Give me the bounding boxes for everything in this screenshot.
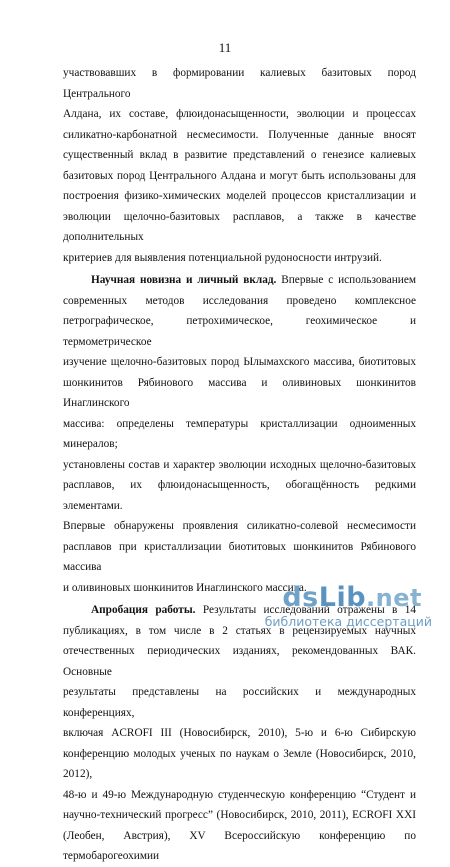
text-fragment: Впервые с использованием bbox=[276, 274, 416, 286]
text-line: изучение щелочно-базитовых пород Ылымахского массива, биотитовых bbox=[63, 356, 416, 368]
text-line: критериев для выявления потенциальной рудоносности интрузий. bbox=[63, 251, 382, 264]
text-line: Впервые обнаружены проявления силикатно-солевой несмесимости bbox=[63, 520, 416, 532]
text-fragment: Результаты исследований отражены в 14 bbox=[195, 604, 416, 616]
body-text bbox=[63, 63, 416, 867]
text-line bbox=[63, 270, 416, 291]
section-heading-approbation: Апробация работы. bbox=[91, 604, 196, 616]
text-line: и оливиновых шонкинитов Инаглинского массива. bbox=[63, 581, 307, 594]
text-line: массива: определены температуры кристаллизации одноименных минералов; bbox=[63, 417, 416, 450]
text-line: участвовавших в формировании калиевых базитовых пород Центрального bbox=[63, 67, 416, 100]
section-heading-novelty: Научная новизна и личный вклад. bbox=[91, 274, 277, 286]
text-line: расплавов при кристаллизации биотитовых шонкинитов Рябинового массива bbox=[63, 540, 416, 573]
dslib-caption: библиотека диссертаций bbox=[264, 614, 432, 629]
text-line: (Леобен, Австрия), XV Всероссийскую конференцию по термобарогеохимии bbox=[63, 829, 416, 862]
text-line: современных методов исследования проведено комплексное bbox=[63, 294, 416, 307]
text-line: базитовых пород Центрального Алдана и могут быть использованы для bbox=[63, 169, 416, 182]
paragraph-novelty bbox=[63, 270, 416, 598]
text-line: эволюции щелочно-базитовых расплавов, а также в качестве дополнительных bbox=[63, 210, 416, 243]
text-line: 48-ю и 49-ю Международную студенческую конференцию “Студент и bbox=[63, 788, 416, 801]
paragraph-approbation bbox=[63, 600, 416, 867]
text-line: отечественных периодических изданиях, рекомендованных ВАК. Основные bbox=[63, 645, 416, 678]
text-line: петрографическое, петрохимическое, геохимическое и термометрическое bbox=[63, 315, 416, 348]
text-line: конференцию молодых ученых по наукам о Земле (Новосибирск, 2010, 2012), bbox=[63, 747, 416, 780]
text-line: существенный вклад в развитие представлений о генезисе калиевых bbox=[63, 149, 416, 161]
text-line: включая ACROFI III (Новосибирск, 2010), 5-ю и 6-ю Сибирскую bbox=[63, 727, 416, 739]
text-line: Алдана, их составе, флюидонасыщенности, эволюции и процессах bbox=[63, 108, 416, 120]
text-line: результаты представлены на российских и международных конференциях, bbox=[63, 686, 416, 719]
page-number: 11 bbox=[218, 40, 232, 55]
text-line: расплавов, их флюидонасыщенность, обогащённость редкими элементами. bbox=[63, 479, 416, 512]
text-line: научно-технический прогресс” (Новосибирск, 2010, 2011), ECROFI XXI bbox=[63, 809, 416, 821]
dslib-logo: dsLib.net bbox=[282, 582, 422, 613]
text-line: построения физико-химических моделей процессов кристаллизации и bbox=[63, 190, 416, 202]
text-line: шонкинитов Рябинового массива и оливиновых шонкинитов Инаглинского bbox=[63, 376, 416, 409]
text-line: установлены состав и характер эволюции исходных щелочно-базитовых bbox=[63, 458, 416, 471]
text-line: силикатно-карбонатной несмесимости. Полученные данные вносят bbox=[63, 128, 416, 141]
text-line: публикациях, в том числе в 2 статьях в рецензируемых научных bbox=[63, 624, 416, 637]
paragraph-significance bbox=[63, 63, 416, 268]
dslib-watermark bbox=[250, 584, 440, 630]
